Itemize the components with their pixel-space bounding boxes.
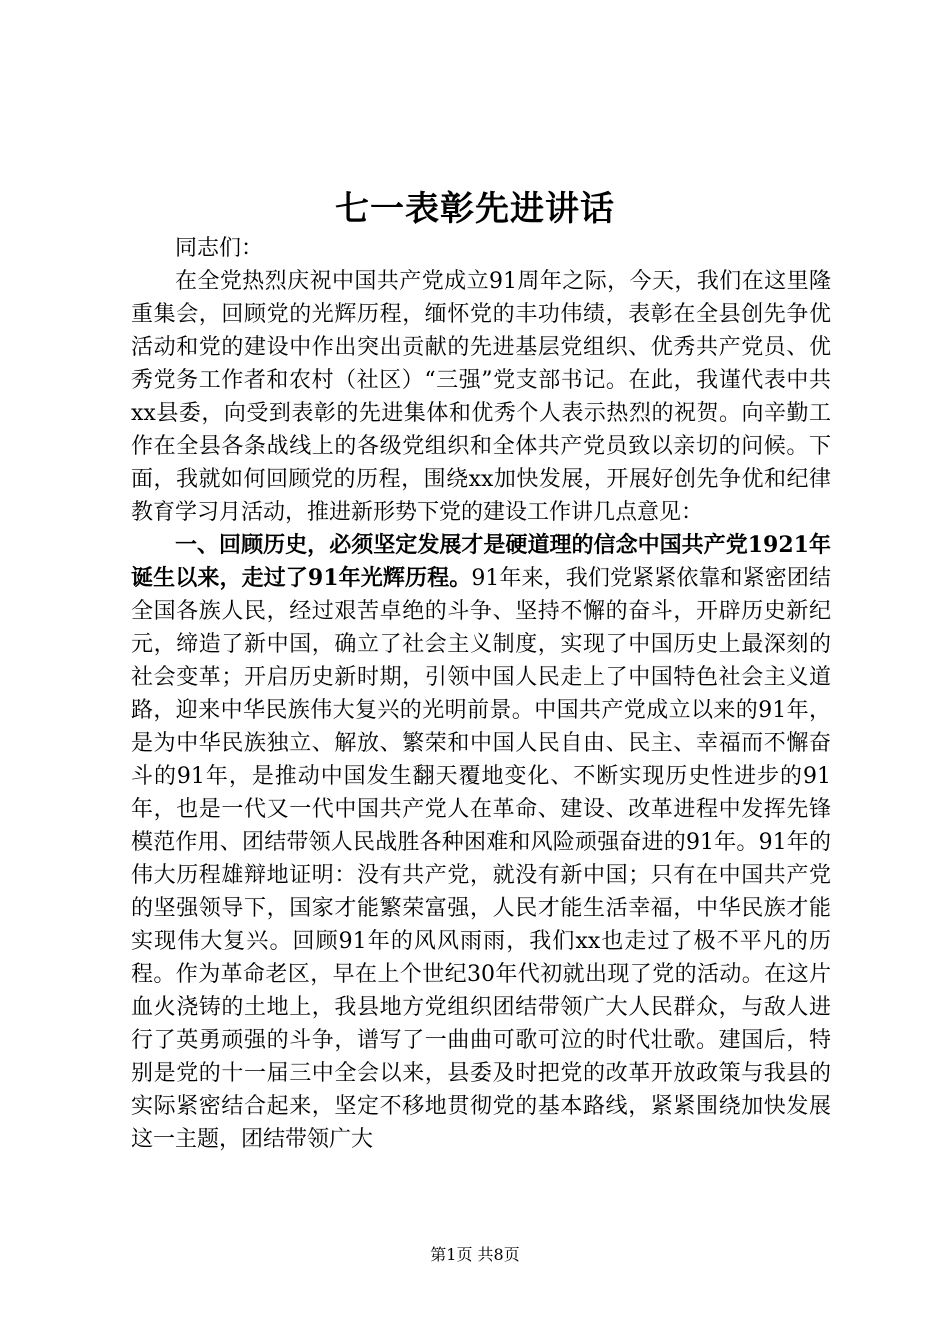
document-title: 七一表彰先进讲话 — [335, 189, 615, 229]
page-footer: 第1页 共8页 — [430, 1245, 520, 1264]
salutation: 同志们： — [175, 236, 264, 261]
paragraph-section-1 — [131, 529, 831, 1156]
section-1-body: 91年来，我们党紧紧依靠和紧密团结全国各族人民，经过艰苦卓绝的斗争、坚持不懈的奋斗，开辟历史新纪元，缔造了新中国，确立了社会主义制度，实现了中国历史上最深刻的社会变革；开启历史新时期，引领中国人民走上了中国特色社会主义道路，迎来中华民族伟大复兴的光明前景。中国共产党成立以来的91年，是为中华民族独立、解放、繁荣和中国人民自由、民主、幸福而不懈奋斗的91年，是推动中国发生翻天覆地变化、不断实现历史性进步的91年，也是一代又一代中国共产党人在革命、建设、改革进程中发挥先锋模范作用、团结带领人民战胜各种困难和风险顽强奋进的91年。91年的伟大历程雄辩地证明：没有共产党，就没有新中国；只有在中国共产党的坚强领导下，国家才能繁荣富强，人民才能生活幸福，中华民族才能实现伟大复兴。回顾91年的风风雨雨，我们xx也走过了极不平凡的历程。作为革命老区，早在上个世纪30年代初就出现了党的活动。在这片血火浇铸的土地上，我县地方党组织团结带领广大人民群众，与敌人进行了英勇顽强的斗争，谱写了一曲曲可歌可泣的时代壮歌。建国后，特别是党的十一届三中全会以来，县委及时把党的改革开放政策与我县的实际紧密结合起来，坚定不移地贯彻党的基本路线，紧紧围绕加快发展这一主题，团结带领广大 — [131, 566, 831, 1152]
document-body — [131, 232, 831, 1156]
paragraph-intro: 在全党热烈庆祝中国共产党成立91周年之际，今天，我们在这里隆重集会，回顾党的光辉历程，缅怀党的丰功伟绩，表彰在全县创先争优活动和党的建设中作出突出贡献的先进基层党组织、优秀共产党员、优秀党务工作者和农村（社区）“三强”党支部书记。在此，我谨代表中共xx县委，向受到表彰的先进集体和优秀个人表示热烈的祝贺。向辛勤工作在全县各条战线上的各级党组织和全体共产党员致以亲切的问候。下面，我就如何回顾党的历程，围绕xx加快发展，开展好创先争优和纪律教育学习月活动，推进新形势下党的建设工作讲几点意见： — [131, 269, 831, 525]
section-1-heading: 一、回顾历史，必须坚定发展才是硬道理的信念中国共产党1921年诞生以来，走过了91年光辉历程。 — [131, 532, 831, 591]
